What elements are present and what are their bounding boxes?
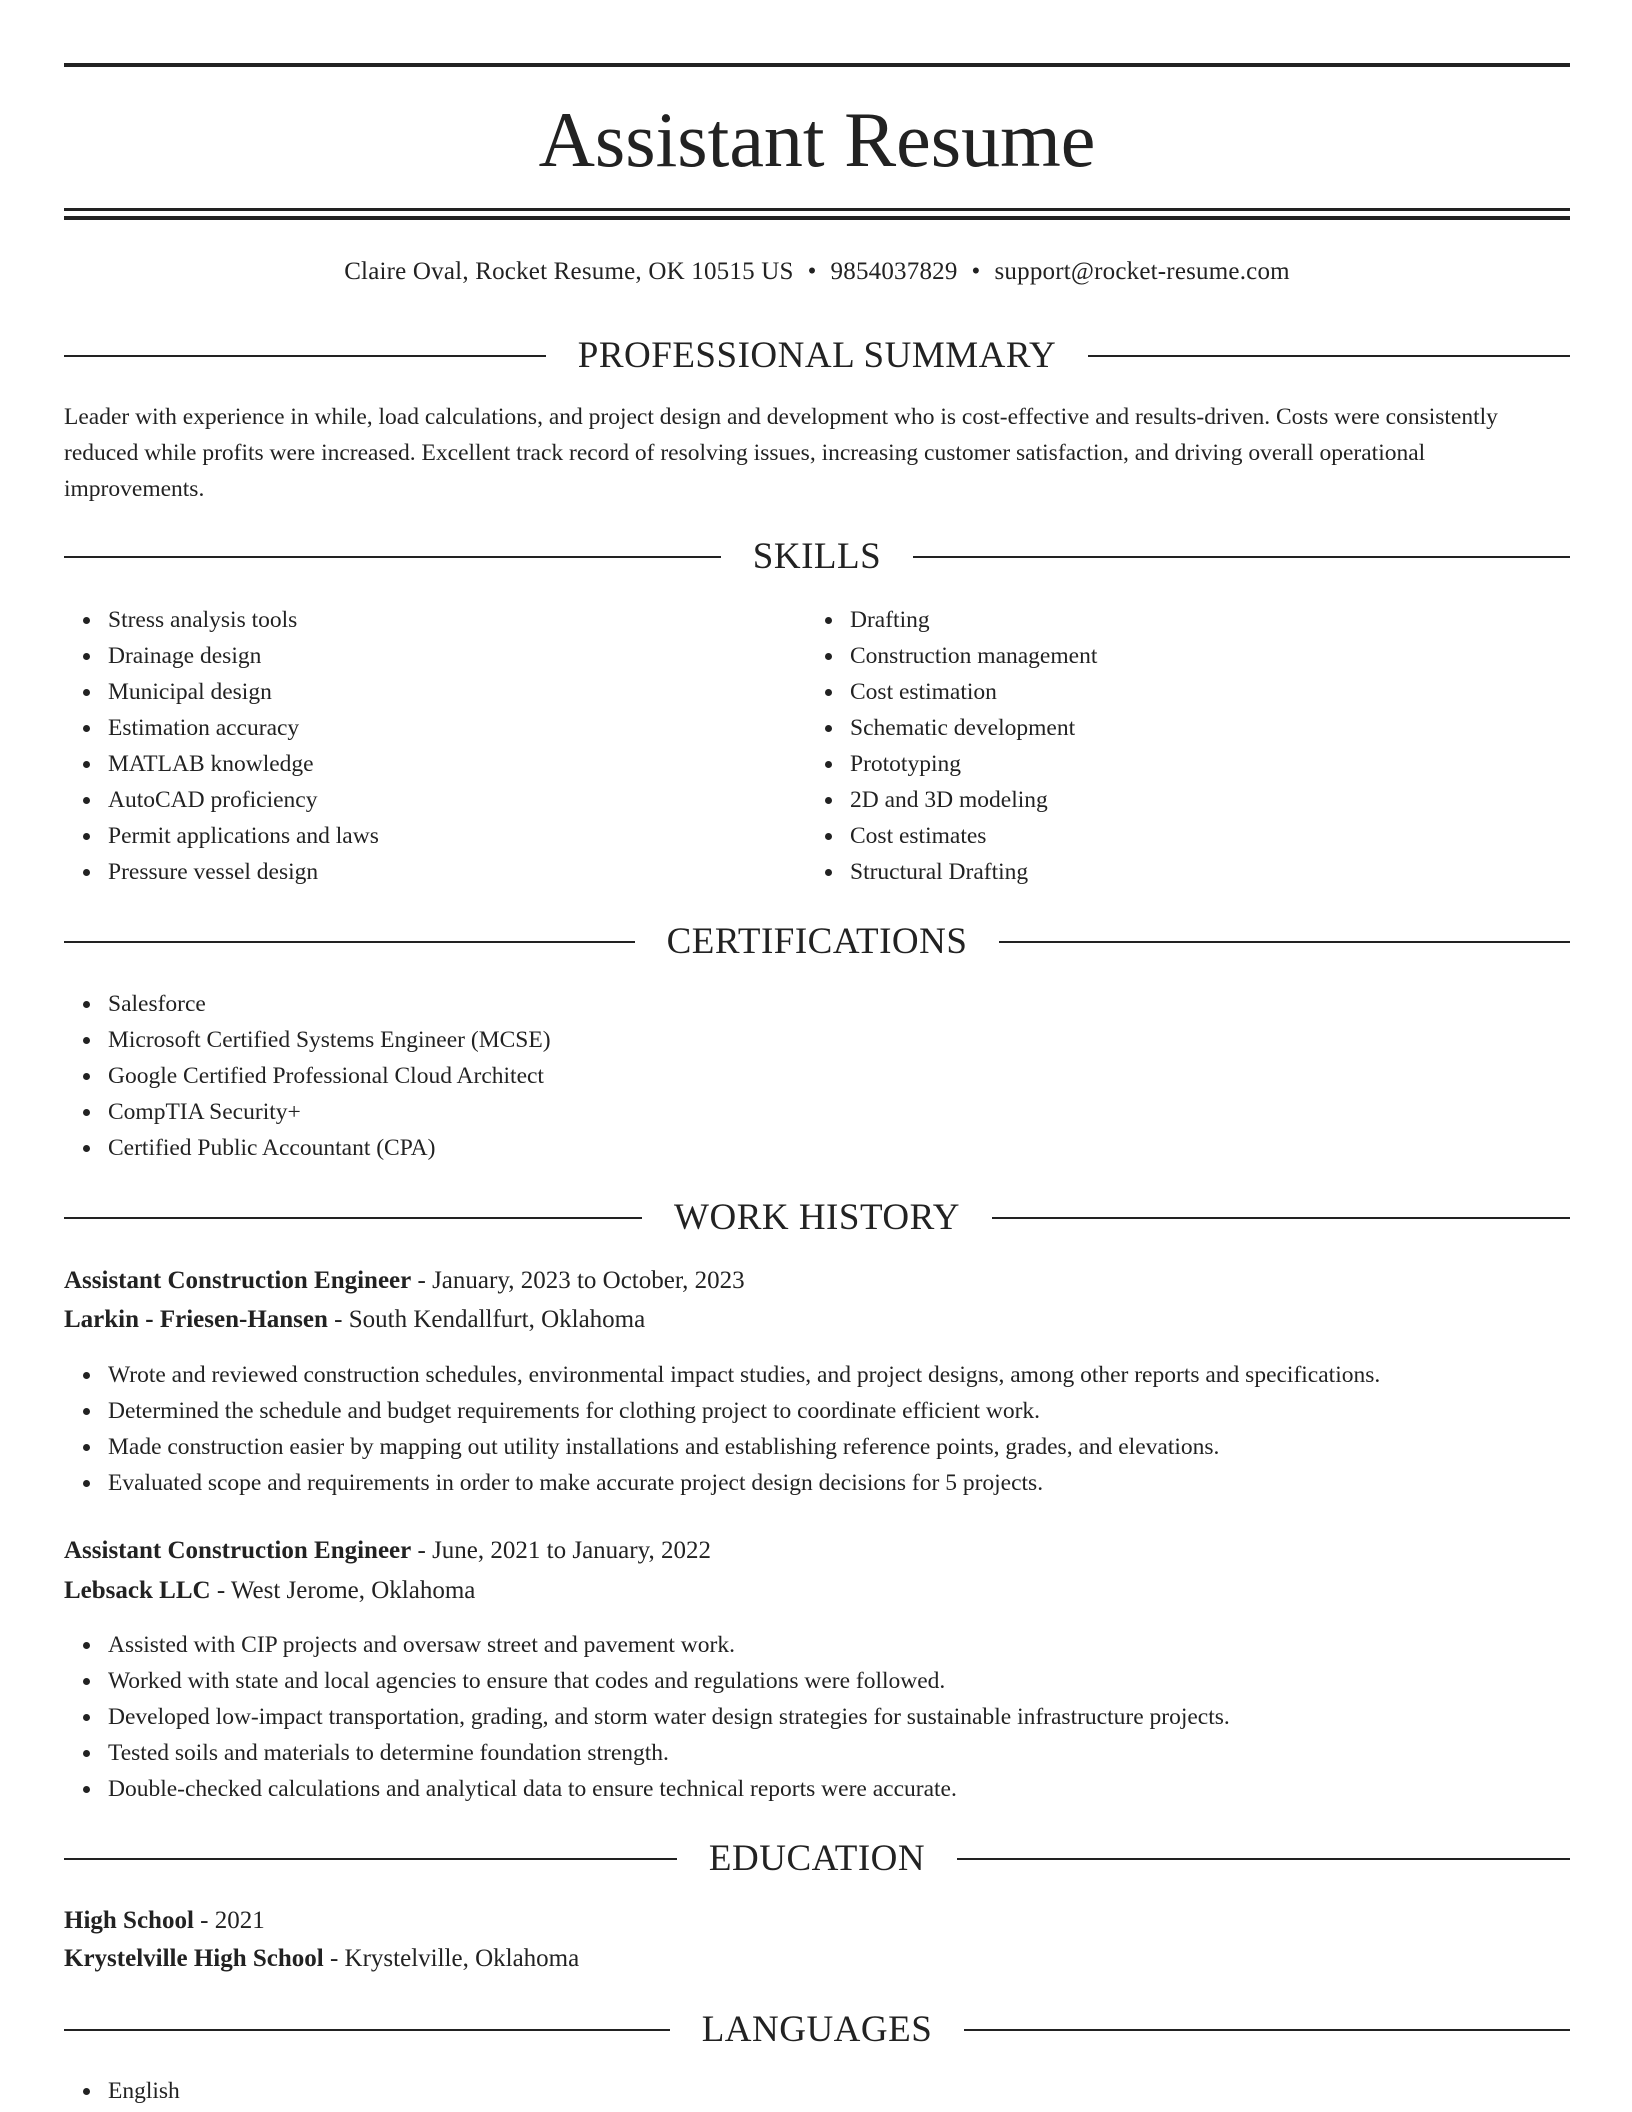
skills-list-right: [806, 602, 1550, 890]
skill-item: Drainage design: [108, 638, 808, 674]
job-bullet: Assisted with CIP projects and oversaw street and pavement work.: [108, 1627, 1608, 1663]
job-company: Larkin - Friesen-Hansen: [64, 1306, 328, 1333]
resume-title: Assistant Resume: [538, 96, 1096, 183]
contact-address: Claire Oval, Rocket Resume, OK 10515 US: [344, 258, 794, 285]
skills-list-left: [64, 602, 808, 890]
section-rule-right: [1088, 355, 1570, 357]
top-rule: [64, 63, 1570, 67]
job-dates: - January, 2023 to October, 2023: [411, 1267, 745, 1294]
section-title-work-history: WORK HISTORY: [674, 1197, 960, 1238]
contact-separator: •: [807, 258, 817, 285]
title-rule-upper: [64, 208, 1570, 211]
contact-phone: 9854037829: [830, 258, 958, 285]
contact-separator: •: [971, 258, 981, 285]
job-location: - South Kendallfurt, Oklahoma: [327, 1306, 646, 1333]
skill-item: Permit applications and laws: [108, 818, 808, 854]
section-rule-left: [64, 941, 635, 943]
job-company-line: [64, 1302, 1570, 1338]
section-header-languages: [64, 2008, 1570, 2052]
job-title-line: [64, 1263, 1570, 1299]
section-rule-right: [957, 1858, 1570, 1860]
job-company-line: [64, 1573, 1570, 1609]
skill-item: Schematic development: [850, 710, 1550, 746]
education-school: Krystelville High School: [64, 1945, 324, 1972]
section-rule-right: [999, 941, 1570, 943]
skill-item: Prototyping: [850, 746, 1550, 782]
job-bullet: Evaluated scope and requirements in order to make accurate project design decisions for 5 projects.: [108, 1465, 1608, 1501]
certification-item: CompTIA Security+: [108, 1094, 1508, 1130]
job-bullet: Tested soils and materials to determine foundation strength.: [108, 1735, 1608, 1771]
certification-item: Microsoft Certified Systems Engineer (MCSE): [108, 1022, 1508, 1058]
section-title-certifications: CERTIFICATIONS: [666, 921, 968, 962]
skill-item: Stress analysis tools: [108, 602, 808, 638]
job-bullet: Determined the schedule and budget requirements for clothing project to coordinate efficient work.: [108, 1393, 1608, 1429]
title-rule-lower: [64, 216, 1570, 220]
skill-item: Construction management: [850, 638, 1550, 674]
job-bullet: Double-checked calculations and analytical data to ensure technical reports were accurate.: [108, 1771, 1608, 1807]
job-title: Assistant Construction Engineer: [64, 1537, 412, 1564]
education-year: - 2021: [193, 1907, 265, 1934]
skill-item: Drafting: [850, 602, 1550, 638]
section-title-education: EDUCATION: [708, 1838, 926, 1879]
education-school-line: [64, 1941, 1570, 1977]
certifications-list: [64, 986, 1508, 1166]
section-header-skills: [64, 535, 1570, 579]
certification-item: Certified Public Accountant (CPA): [108, 1130, 1508, 1166]
education-location: - Krystelville, Oklahoma: [323, 1945, 580, 1972]
section-rule-right: [964, 2029, 1570, 2031]
job-title-line: [64, 1533, 1570, 1569]
section-title-skills: SKILLS: [752, 536, 882, 577]
section-rule-left: [64, 1217, 642, 1219]
job-company: Lebsack LLC: [64, 1577, 211, 1604]
section-header-summary: [64, 334, 1570, 378]
skill-item: Estimation accuracy: [108, 710, 808, 746]
job-bullet: Worked with state and local agencies to ensure that codes and regulations were followed.: [108, 1663, 1608, 1699]
certification-item: Google Certified Professional Cloud Architect: [108, 1058, 1508, 1094]
section-rule-left: [64, 1858, 677, 1860]
job-bullet: Developed low-impact transportation, grading, and storm water design strategies for sustainable infrastructure projects.: [108, 1699, 1608, 1735]
job-dates: - June, 2021 to January, 2022: [411, 1537, 711, 1564]
section-header-work-history: [64, 1196, 1570, 1240]
section-header-certifications: [64, 920, 1570, 964]
skill-item: MATLAB knowledge: [108, 746, 808, 782]
languages-list: [64, 2073, 708, 2109]
skill-item: Municipal design: [108, 674, 808, 710]
contact-email: support@rocket-resume.com: [994, 258, 1290, 285]
job-bullet: Wrote and reviewed construction schedules, environmental impact studies, and project designs, among other reports and specifications.: [108, 1357, 1608, 1393]
job-bullets: [64, 1357, 1608, 1501]
job-bullet: Made construction easier by mapping out utility installations and establishing reference points, grades, and elevations.: [108, 1429, 1608, 1465]
section-rule-right: [913, 556, 1570, 558]
skill-item: 2D and 3D modeling: [850, 782, 1550, 818]
contact-line: [64, 255, 1570, 289]
skill-item: AutoCAD proficiency: [108, 782, 808, 818]
section-rule-left: [64, 355, 546, 357]
job-title: Assistant Construction Engineer: [64, 1267, 412, 1294]
skill-item: Pressure vessel design: [108, 854, 808, 890]
skill-item: Cost estimates: [850, 818, 1550, 854]
section-rule-right: [992, 1217, 1570, 1219]
job-bullets: [64, 1627, 1608, 1807]
section-rule-left: [64, 2029, 670, 2031]
education-degree: High School: [64, 1907, 194, 1934]
section-title-summary: PROFESSIONAL SUMMARY: [577, 335, 1057, 376]
summary-text: Leader with experience in while, load calculations, and project design and development who is cost-effective and results-driven. Costs were consistently reduced while profits were increased. Excellent track record of resolving issues, increasing customer satisfaction, and driving overall operational improvements.: [64, 404, 1498, 502]
job-location: - West Jerome, Oklahoma: [210, 1577, 476, 1604]
section-header-education: [64, 1837, 1570, 1881]
education-degree-line: [64, 1903, 1570, 1939]
section-rule-left: [64, 556, 721, 558]
certification-item: Salesforce: [108, 986, 1508, 1022]
section-title-languages: LANGUAGES: [701, 2009, 933, 2050]
skill-item: Cost estimation: [850, 674, 1550, 710]
skill-item: Structural Drafting: [850, 854, 1550, 890]
language-item: English: [108, 2073, 708, 2109]
